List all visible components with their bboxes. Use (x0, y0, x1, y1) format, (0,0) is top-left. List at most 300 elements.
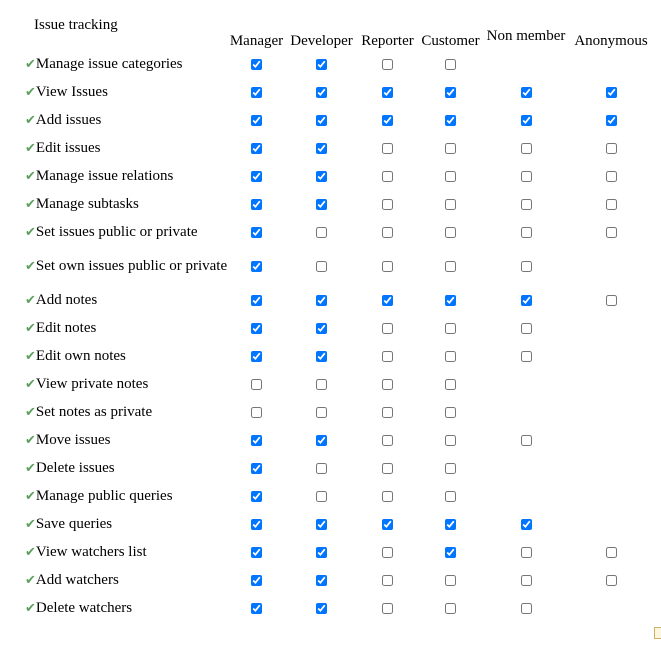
permission-label: Save queries (35, 515, 113, 532)
permission-checkbox-manager[interactable] (251, 227, 262, 238)
permission-checkbox-reporter[interactable] (382, 407, 393, 418)
permission-label: Add notes (35, 291, 98, 308)
role-header-manager: Manager (229, 33, 284, 49)
permission-row (0, 106, 654, 134)
permission-label: Set notes as private (35, 403, 153, 420)
permission-checkbox-reporter[interactable] (382, 575, 393, 586)
checkbox-cell (484, 482, 568, 510)
section-title: Issue tracking (34, 16, 118, 33)
permission-checkbox-reporter[interactable] (382, 87, 393, 98)
checkbox-cell (358, 134, 417, 162)
checkbox-cell (358, 246, 417, 286)
permission-row (0, 246, 654, 286)
permission-checkbox-non-member[interactable] (521, 603, 532, 614)
permission-row (0, 314, 654, 342)
permission-cell (0, 594, 228, 622)
checkbox-cell (285, 162, 358, 190)
permission-checkbox-manager[interactable] (251, 603, 262, 614)
permission-cell (0, 482, 228, 510)
checkbox-cell (285, 218, 358, 246)
checkbox-cell (285, 342, 358, 370)
checkmark-icon: ✔ (25, 196, 36, 212)
permission-row (0, 482, 654, 510)
checkbox-cell (358, 454, 417, 482)
permission-checkbox-developer[interactable] (316, 115, 327, 126)
permission-checkbox-customer[interactable] (445, 351, 456, 362)
checkbox-cell (358, 190, 417, 218)
permission-label: Edit notes (35, 319, 97, 336)
checkbox-cell (285, 510, 358, 538)
permission-checkbox-developer[interactable] (316, 435, 327, 446)
permission-checkbox-customer[interactable] (445, 87, 456, 98)
checkbox-cell (484, 106, 568, 134)
permission-checkbox-developer[interactable] (316, 379, 327, 390)
permission-checkbox-reporter[interactable] (382, 143, 393, 154)
checkbox-cell (417, 106, 484, 134)
permission-checkbox-reporter[interactable] (382, 115, 393, 126)
permission-cell (0, 342, 228, 370)
permission-row (0, 454, 654, 482)
checkmark-icon: ✔ (25, 258, 36, 274)
checkbox-cell (228, 398, 285, 426)
permission-label: Delete issues (35, 459, 115, 476)
checkmark-icon: ✔ (25, 600, 36, 616)
checkbox-cell (228, 426, 285, 454)
permission-checkbox-developer[interactable] (316, 407, 327, 418)
checkbox-cell (417, 398, 484, 426)
checkmark-icon: ✔ (25, 348, 36, 364)
permission-checkbox-developer[interactable] (316, 199, 327, 210)
checkbox-cell (417, 286, 484, 314)
permission-checkbox-manager[interactable] (251, 143, 262, 154)
permission-checkbox-manager[interactable] (251, 261, 262, 272)
permission-label: Set issues public or private (35, 223, 198, 240)
permission-checkbox-reporter[interactable] (382, 261, 393, 272)
checkbox-cell (417, 246, 484, 286)
permission-cell (0, 162, 228, 190)
checkbox-cell (285, 50, 358, 78)
permission-row (0, 398, 654, 426)
permission-label: Delete watchers (35, 599, 133, 616)
permission-checkbox-non-member[interactable] (521, 519, 532, 530)
checkmark-icon: ✔ (25, 572, 36, 588)
permission-cell (0, 370, 228, 398)
checkmark-icon: ✔ (25, 56, 36, 72)
permission-label: Move issues (35, 431, 111, 448)
permission-checkbox-reporter[interactable] (382, 351, 393, 362)
permission-checkbox-customer[interactable] (445, 547, 456, 558)
checkbox-cell (358, 106, 417, 134)
permission-label: View private notes (35, 375, 149, 392)
permission-checkbox-developer[interactable] (316, 575, 327, 586)
checkbox-cell (285, 106, 358, 134)
permission-checkbox-customer[interactable] (445, 261, 456, 272)
permission-checkbox-manager[interactable] (251, 491, 262, 502)
permission-checkbox-customer[interactable] (445, 295, 456, 306)
checkbox-cell (484, 134, 568, 162)
permission-label: Add watchers (35, 571, 119, 588)
permission-checkbox-manager[interactable] (251, 463, 262, 474)
checkbox-cell (228, 538, 285, 566)
permission-checkbox-developer[interactable] (316, 351, 327, 362)
permission-row (0, 370, 654, 398)
permission-checkbox-customer[interactable] (445, 59, 456, 70)
checkbox-cell (285, 566, 358, 594)
permission-checkbox-manager[interactable] (251, 575, 262, 586)
permission-row (0, 190, 654, 218)
header-row (0, 0, 654, 50)
checkbox-cell (484, 398, 568, 426)
permission-label: Set own issues public or private (35, 257, 228, 274)
permission-cell (0, 398, 228, 426)
checkmark-icon: ✔ (25, 488, 36, 504)
permission-checkbox-non-member[interactable] (521, 171, 532, 182)
permission-checkbox-anonymous[interactable] (606, 115, 617, 126)
checkbox-cell (228, 106, 285, 134)
permission-cell (0, 426, 228, 454)
permission-label: Manage issue categories (35, 55, 183, 72)
permission-label: Edit issues (35, 139, 101, 156)
checkbox-cell (358, 50, 417, 78)
checkbox-cell (285, 594, 358, 622)
permission-checkbox-manager[interactable] (251, 87, 262, 98)
checkbox-cell (417, 426, 484, 454)
permission-row (0, 218, 654, 246)
checkbox-cell (484, 246, 568, 286)
role-header-customer: Customer (421, 33, 480, 49)
checkbox-cell (285, 246, 358, 286)
checkbox-cell (285, 134, 358, 162)
resize-handle[interactable] (654, 627, 661, 639)
checkbox-cell (358, 370, 417, 398)
checkmark-icon: ✔ (25, 140, 36, 156)
permission-checkbox-customer[interactable] (445, 407, 456, 418)
permission-checkbox-anonymous[interactable] (606, 227, 617, 238)
permission-cell (0, 286, 228, 314)
permission-checkbox-non-member[interactable] (521, 87, 532, 98)
permission-checkbox-non-member[interactable] (521, 227, 532, 238)
checkbox-cell (358, 482, 417, 510)
permission-checkbox-anonymous[interactable] (606, 575, 617, 586)
checkbox-cell (358, 78, 417, 106)
checkbox-cell (358, 510, 417, 538)
permission-row (0, 426, 654, 454)
checkbox-cell (417, 50, 484, 78)
checkbox-cell (417, 538, 484, 566)
checkbox-cell (484, 162, 568, 190)
checkbox-cell (417, 510, 484, 538)
permission-checkbox-developer[interactable] (316, 547, 327, 558)
permission-row (0, 566, 654, 594)
checkbox-cell (358, 398, 417, 426)
permission-checkbox-reporter[interactable] (382, 199, 393, 210)
checkbox-cell (484, 538, 568, 566)
role-header-reporter: Reporter (361, 33, 414, 49)
role-header-developer: Developer (290, 33, 353, 49)
permission-label: Add issues (35, 111, 102, 128)
permission-cell (0, 78, 228, 106)
permission-label: Manage issue relations (35, 167, 174, 184)
permission-checkbox-customer[interactable] (445, 575, 456, 586)
permission-checkbox-anonymous[interactable] (606, 547, 617, 558)
checkbox-cell (484, 510, 568, 538)
permission-checkbox-developer[interactable] (316, 295, 327, 306)
permission-row (0, 78, 654, 106)
checkbox-cell (417, 482, 484, 510)
checkmark-icon: ✔ (25, 320, 36, 336)
permission-checkbox-reporter[interactable] (382, 379, 393, 390)
checkbox-cell (228, 566, 285, 594)
permission-cell (0, 246, 228, 286)
permission-checkbox-customer[interactable] (445, 143, 456, 154)
checkbox-cell (417, 314, 484, 342)
permission-checkbox-manager[interactable] (251, 295, 262, 306)
permission-checkbox-reporter[interactable] (382, 295, 393, 306)
checkbox-cell (285, 370, 358, 398)
permission-checkbox-developer[interactable] (316, 519, 327, 530)
checkbox-cell (358, 218, 417, 246)
checkbox-cell (285, 78, 358, 106)
permission-checkbox-non-member[interactable] (521, 199, 532, 210)
permission-checkbox-developer[interactable] (316, 143, 327, 154)
permission-cell (0, 218, 228, 246)
checkbox-cell (228, 482, 285, 510)
permission-checkbox-customer[interactable] (445, 463, 456, 474)
checkbox-cell (228, 50, 285, 78)
checkbox-cell (568, 398, 654, 426)
checkbox-cell (417, 190, 484, 218)
checkmark-icon: ✔ (25, 460, 36, 476)
checkbox-cell (484, 50, 568, 78)
checkbox-cell (228, 190, 285, 218)
permission-checkbox-manager[interactable] (251, 547, 262, 558)
checkbox-cell (285, 426, 358, 454)
permission-checkbox-customer[interactable] (445, 323, 456, 334)
permission-checkbox-manager[interactable] (251, 59, 262, 70)
checkbox-cell (358, 314, 417, 342)
permission-checkbox-reporter[interactable] (382, 491, 393, 502)
checkbox-cell (484, 190, 568, 218)
permission-label: Edit own notes (35, 347, 126, 364)
permission-checkbox-manager[interactable] (251, 171, 262, 182)
permission-checkbox-non-member[interactable] (521, 547, 532, 558)
permission-checkbox-manager[interactable] (251, 115, 262, 126)
checkmark-icon: ✔ (25, 544, 36, 560)
permission-checkbox-developer[interactable] (316, 59, 327, 70)
permission-checkbox-reporter[interactable] (382, 463, 393, 474)
checkbox-cell (568, 594, 654, 622)
permission-cell (0, 566, 228, 594)
checkmark-icon: ✔ (25, 292, 36, 308)
permission-checkbox-anonymous[interactable] (606, 295, 617, 306)
checkmark-icon: ✔ (25, 84, 36, 100)
checkmark-icon: ✔ (25, 376, 36, 392)
permission-checkbox-manager[interactable] (251, 199, 262, 210)
checkbox-cell (228, 134, 285, 162)
checkbox-cell (568, 538, 654, 566)
checkbox-cell (568, 286, 654, 314)
permission-checkbox-reporter[interactable] (382, 435, 393, 446)
checkbox-cell (285, 482, 358, 510)
checkbox-cell (228, 246, 285, 286)
checkbox-cell (484, 566, 568, 594)
checkbox-cell (417, 566, 484, 594)
permission-checkbox-developer[interactable] (316, 171, 327, 182)
checkbox-cell (484, 426, 568, 454)
permission-cell (0, 510, 228, 538)
checkbox-cell (568, 50, 654, 78)
checkbox-cell (484, 342, 568, 370)
checkbox-cell (285, 538, 358, 566)
permission-checkbox-customer[interactable] (445, 115, 456, 126)
permission-checkbox-reporter[interactable] (382, 227, 393, 238)
permission-checkbox-anonymous[interactable] (606, 171, 617, 182)
checkbox-cell (568, 482, 654, 510)
checkbox-cell (568, 78, 654, 106)
permission-row (0, 134, 654, 162)
permission-checkbox-customer[interactable] (445, 435, 456, 446)
permission-cell (0, 538, 228, 566)
permission-label: Manage public queries (35, 487, 173, 504)
checkbox-cell (228, 454, 285, 482)
permission-checkbox-developer[interactable] (316, 463, 327, 474)
permission-checkbox-customer[interactable] (445, 199, 456, 210)
checkbox-cell (568, 342, 654, 370)
permission-checkbox-non-member[interactable] (521, 351, 532, 362)
permission-checkbox-manager[interactable] (251, 435, 262, 446)
permission-checkbox-customer[interactable] (445, 491, 456, 502)
permission-checkbox-manager[interactable] (251, 379, 262, 390)
permission-checkbox-developer[interactable] (316, 227, 327, 238)
permission-row (0, 50, 654, 78)
checkbox-cell (568, 426, 654, 454)
permission-checkbox-reporter[interactable] (382, 59, 393, 70)
permission-checkbox-anonymous[interactable] (606, 143, 617, 154)
checkbox-cell (228, 370, 285, 398)
checkbox-cell (228, 162, 285, 190)
checkbox-cell (228, 286, 285, 314)
checkbox-cell (358, 162, 417, 190)
checkbox-cell (568, 246, 654, 286)
permission-row (0, 286, 654, 314)
checkbox-cell (568, 454, 654, 482)
checkbox-cell (568, 134, 654, 162)
checkbox-cell (358, 594, 417, 622)
role-header-anonymous: Anonymous (574, 33, 648, 49)
checkbox-cell (285, 454, 358, 482)
permission-checkbox-non-member[interactable] (521, 323, 532, 334)
checkbox-cell (285, 190, 358, 218)
checkbox-cell (358, 342, 417, 370)
checkmark-icon: ✔ (25, 404, 36, 420)
permission-checkbox-customer[interactable] (445, 379, 456, 390)
checkbox-cell (484, 454, 568, 482)
permission-label: View Issues (35, 83, 108, 100)
permission-cell (0, 134, 228, 162)
checkbox-cell (568, 370, 654, 398)
permission-checkbox-developer[interactable] (316, 603, 327, 614)
permission-cell (0, 454, 228, 482)
checkbox-cell (417, 454, 484, 482)
permission-checkbox-non-member[interactable] (521, 295, 532, 306)
checkbox-cell (417, 134, 484, 162)
permissions-body (0, 50, 654, 622)
checkbox-cell (228, 510, 285, 538)
permission-checkbox-reporter[interactable] (382, 603, 393, 614)
checkbox-cell (417, 162, 484, 190)
permission-checkbox-non-member[interactable] (521, 435, 532, 446)
permission-row (0, 162, 654, 190)
role-header-non-member: Non member (486, 28, 566, 44)
checkbox-cell (568, 566, 654, 594)
permission-checkbox-manager[interactable] (251, 519, 262, 530)
checkbox-cell (285, 398, 358, 426)
checkbox-cell (568, 162, 654, 190)
permission-checkbox-customer[interactable] (445, 603, 456, 614)
permission-checkbox-reporter[interactable] (382, 323, 393, 334)
checkmark-icon: ✔ (25, 432, 36, 448)
checkbox-cell (417, 78, 484, 106)
checkbox-cell (228, 314, 285, 342)
permission-checkbox-manager[interactable] (251, 323, 262, 334)
checkbox-cell (484, 78, 568, 106)
checkbox-cell (568, 314, 654, 342)
permission-cell (0, 106, 228, 134)
permission-cell (0, 190, 228, 218)
permission-checkbox-anonymous[interactable] (606, 87, 617, 98)
checkbox-cell (228, 342, 285, 370)
checkbox-cell (484, 370, 568, 398)
permission-checkbox-developer[interactable] (316, 87, 327, 98)
checkbox-cell (358, 426, 417, 454)
permission-row (0, 538, 654, 566)
permission-checkbox-developer[interactable] (316, 261, 327, 272)
checkbox-cell (417, 594, 484, 622)
checkbox-cell (417, 370, 484, 398)
checkbox-cell (358, 566, 417, 594)
permission-checkbox-non-member[interactable] (521, 261, 532, 272)
permission-checkbox-customer[interactable] (445, 227, 456, 238)
checkbox-cell (568, 190, 654, 218)
permission-checkbox-manager[interactable] (251, 407, 262, 418)
permission-checkbox-reporter[interactable] (382, 171, 393, 182)
permission-checkbox-manager[interactable] (251, 351, 262, 362)
permission-checkbox-non-member[interactable] (521, 115, 532, 126)
checkbox-cell (568, 106, 654, 134)
checkbox-cell (285, 286, 358, 314)
permission-checkbox-non-member[interactable] (521, 575, 532, 586)
permission-checkbox-anonymous[interactable] (606, 199, 617, 210)
checkbox-cell (417, 218, 484, 246)
checkbox-cell (484, 594, 568, 622)
checkbox-cell (358, 286, 417, 314)
checkbox-cell (484, 286, 568, 314)
permission-checkbox-developer[interactable] (316, 491, 327, 502)
permission-checkbox-reporter[interactable] (382, 519, 393, 530)
permission-checkbox-reporter[interactable] (382, 547, 393, 558)
checkmark-icon: ✔ (25, 168, 36, 184)
permission-label: Manage subtasks (35, 195, 139, 212)
permission-row (0, 594, 654, 622)
permission-checkbox-developer[interactable] (316, 323, 327, 334)
permission-row (0, 510, 654, 538)
permission-checkbox-non-member[interactable] (521, 143, 532, 154)
permission-checkbox-customer[interactable] (445, 171, 456, 182)
checkbox-cell (484, 218, 568, 246)
checkmark-icon: ✔ (25, 112, 36, 128)
permission-checkbox-customer[interactable] (445, 519, 456, 530)
permission-row (0, 342, 654, 370)
